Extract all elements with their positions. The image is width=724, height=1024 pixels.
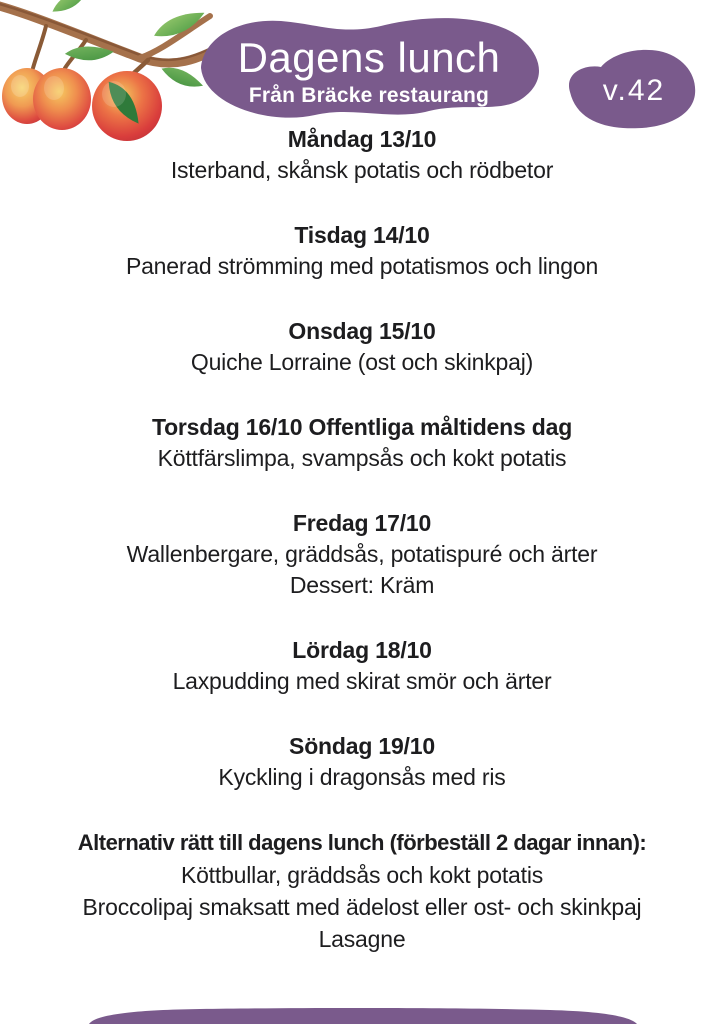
day-heading: Tisdag 14/10 bbox=[294, 222, 430, 248]
dish-line: Kyckling i dragonsås med ris bbox=[218, 764, 506, 790]
menu bbox=[0, 124, 724, 955]
page-subtitle: Från Bräcke restaurang bbox=[248, 83, 490, 107]
day-heading: Söndag 19/10 bbox=[289, 733, 435, 759]
day-block-sunday bbox=[0, 731, 724, 793]
day-block-saturday bbox=[0, 635, 724, 697]
day-heading: Måndag 13/10 bbox=[287, 126, 437, 152]
alternative-heading: Alternativ rätt till dagens lunch (förbeställ 2 dagar innan): bbox=[77, 830, 647, 855]
day-block-friday bbox=[0, 508, 724, 601]
dish-line: Isterband, skånsk potatis och rödbetor bbox=[170, 157, 554, 183]
dish-line: Dessert: Kräm bbox=[289, 572, 435, 598]
page-title: Dagens lunch bbox=[237, 33, 501, 81]
day-block-monday bbox=[0, 124, 724, 186]
day-heading: Torsdag 16/10 Offentliga måltidens dag bbox=[151, 414, 573, 440]
week-badge-label: v.42 bbox=[602, 74, 666, 107]
bottom-blob-shape bbox=[0, 1006, 724, 1024]
alternative-line: Lasagne bbox=[318, 926, 406, 952]
day-block-thursday bbox=[0, 412, 724, 474]
dish-line: Quiche Lorraine (ost och skinkpaj) bbox=[190, 349, 534, 375]
day-heading: Fredag 17/10 bbox=[292, 510, 432, 536]
dish-line: Wallenbergare, gräddsås, potatispuré och ärter bbox=[126, 541, 598, 567]
alternative-line: Köttbullar, gräddsås och kokt potatis bbox=[180, 862, 544, 888]
dish-line: Panerad strömming med potatismos och lingon bbox=[125, 253, 599, 279]
header-text bbox=[193, 8, 545, 124]
bottom-blob-decor bbox=[0, 1006, 724, 1024]
day-heading: Lördag 18/10 bbox=[292, 637, 432, 663]
header-blob bbox=[193, 8, 545, 124]
day-heading: Onsdag 15/10 bbox=[288, 318, 436, 344]
dish-line: Laxpudding med skirat smör och ärter bbox=[172, 668, 552, 694]
alternative-line: Broccolipaj smaksatt med ädelost eller ost- och skinkpaj bbox=[82, 894, 642, 920]
dish-line: Köttfärslimpa, svampsås och kokt potatis bbox=[157, 445, 567, 471]
week-badge bbox=[556, 46, 698, 130]
day-block-tuesday bbox=[0, 220, 724, 282]
day-block-wednesday bbox=[0, 316, 724, 378]
alternative-dishes-block bbox=[0, 827, 724, 955]
